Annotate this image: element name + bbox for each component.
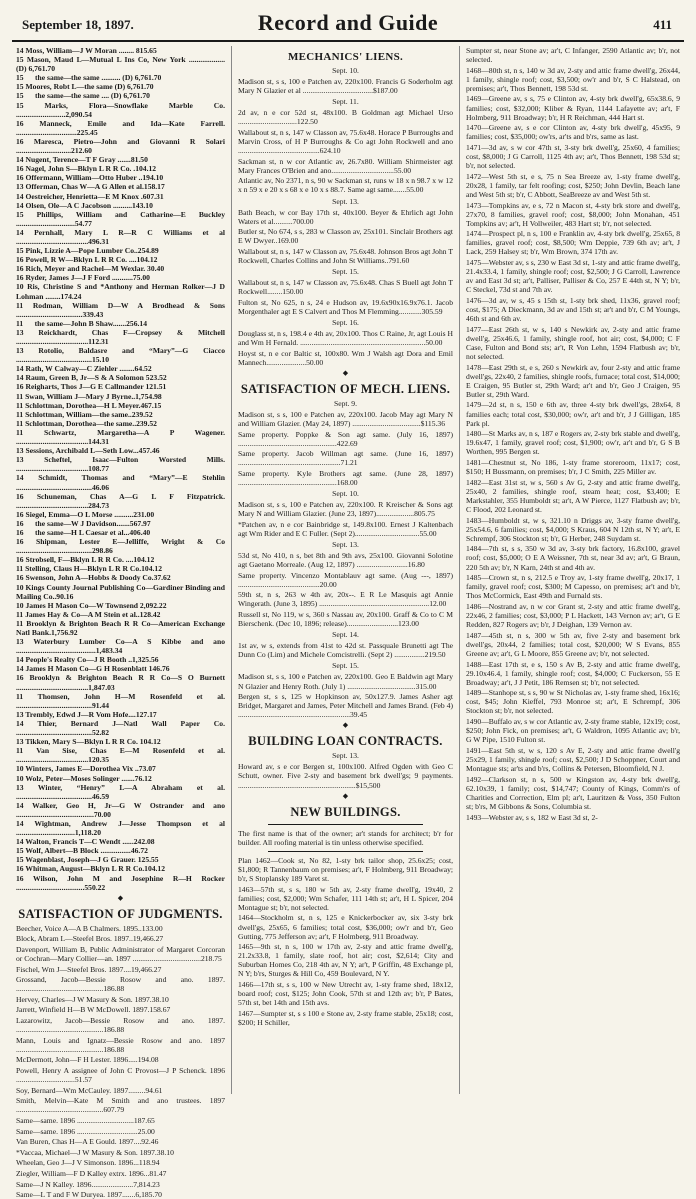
- list-item: 10 Winters, James E—Dorothea Vix ..73.07: [16, 764, 156, 774]
- masthead-title: Record and Guide: [257, 10, 439, 35]
- list-item: Grossand, Jacob—Bessie Rosow and ano. 1897. ..............................................186.88: [16, 975, 225, 994]
- divider: [268, 824, 423, 825]
- list-item: 1489—Stanhope st, s s, 90 w St Nicholas av, 1-sty frame shed, 16x16; cost, $45; John Kieffel, 793 Monroe st; ar't, E Schrempf, 306 Stockton st; b'r, not selected.: [466, 688, 680, 716]
- list-item: 1477—East 26th st, w s, 140 s Newkirk av, 2-sty and attic frame dwell'g, 25x46.6, 1 family, shingle roof, hot air; cost, $4,000; C F Case, Fulton and Bond sts; ar't, R Von Lehn, 1594 Flatbush av; b'r, not selected.: [466, 324, 680, 361]
- list-item: Plan 1462—Cook st, No 82, 1-sty brk tailor shop, 25.6x25; cost, $1,800; R Tannenbaum on premises; ar't, F Holmberg, 911 Broadway; b'r, S Stoplansky 189 Varet st.: [238, 855, 453, 884]
- list-item: 15 Marks, Flora—Snowflake Marble Co. ..........................2,090.54: [16, 100, 225, 119]
- list-item: 11 Van Sise, Chas E—M Rosenfeld et al. ......................................120.35: [16, 746, 225, 765]
- list-item: 16 Swenson, John A—Hobbs & Doody Co.37.62: [16, 573, 171, 583]
- list-item: 14 Schmidt, Thomas and “Mary”—E Stehlin ........................................46.06: [16, 473, 225, 492]
- list-item: 16 Schuneman, Chas A—G L F Fitzpatrick. ......................................284.73: [16, 491, 225, 510]
- list-item: Mann, Louis and Ignatz—Bessie Rosow and ano. 1897 ..............................................186.88: [16, 1035, 225, 1054]
- list-item: Russell st, No 119, w s, 360 s Nassau av, 20x100. Graff & Co to C M Bierschenk. (Dec 10, 1896; release)...........................123.00: [238, 610, 453, 629]
- list-item: 13 Scheftel, Isaac—Fulton Worsted Mills. ......................................108.77: [16, 455, 225, 474]
- list-item: Madison st, s s, 100 e Patchen av, 220x100. Jacob May agt Mary N and William Glazier. (May 24, 1897) ....................................$115.36: [238, 409, 453, 428]
- list-item: 13 Trembly, Edwd J—R Vom Hofe....127.17: [16, 709, 157, 719]
- page-number: 411: [653, 17, 672, 32]
- list-item: 14 Moss, William—J W Moran ........ 815.65: [16, 46, 157, 55]
- list-item: 16 Manneck, Emile and Ida—Kate Farrell. ................................225.45: [16, 118, 225, 137]
- list-item: 14 Rath, W Calway—C Ziehler ........64.52: [16, 364, 152, 374]
- separator: ◆: [117, 893, 124, 902]
- list-item: 1471—3d av, s w cor 47th st, 3-sty brk dwell'g, 25x60, 4 families; cost, $8,000; J G Carroll, 1125 4th av; ar't, Thos Bennett, 198 53d st; b'r, not selected.: [466, 142, 680, 171]
- satisfied-liens-list: [238, 399, 453, 720]
- list-item: Same property. Poppke & Son agt same. (July 16, 1897) ....................................................422.69: [238, 429, 453, 448]
- list-item: 11 the same—John B Shaw.......256.14: [16, 318, 148, 328]
- list-item: Wallabout st, n s, 147 w Classon av, 75.6x48. Chas S Buell agt John T Rockwell........150.00: [238, 278, 453, 297]
- list-item: 16 Nagel, John S—Bklyn L R R Co. .104.12: [16, 164, 157, 174]
- list-item: Soy, Bernard—Wm McCauley. 1897.........94.61: [16, 1085, 163, 1095]
- building-loan-heading: BUILDING LOAN CONTRACTS.: [248, 734, 443, 749]
- section-date: Sept. 13.: [332, 539, 359, 549]
- column-2: [232, 46, 460, 1094]
- list-item: 1469—Greene av, s s, 75 e Clinton av, 4-sty brk dwell'g, 65x38.6, 9 families; cost, $32,000; Kliber & Ryan, 1144 Lafayette av; ar't, F Holmberg, 911 Broadway; b'r, H R Reichman, 444 Hart st.: [466, 94, 680, 122]
- list-item: 1463—57th st, s s, 180 w 5th av, 2-sty frame dwell'g, 19x40, 2 families; cost, $2,000; Wm Schafer, 111 14th st; ar't, H L Spicer, 204 Montague st; b'r, not selected.: [238, 884, 453, 912]
- section-date: Sept. 13.: [332, 196, 359, 206]
- list-item: 1472—West 5th st, e s, 75 n Sea Breeze av, 1-sty frame dwell'g, 20x28, 1 family, tar felt roofing; cost, $250; John Devlin, Beach lane and West 5th st; b'r, C Abbott, SeaBreeze av and West 5th st.: [466, 171, 680, 199]
- list-item: 13 Winter, “Henry” L—A Abraham et al. ........................................46.59: [16, 782, 225, 801]
- list-item: Same property. Vincenzo Montablauv agt same. (Aug ---, 1897) ...........................................20.00: [238, 570, 453, 589]
- list-item: 15 Wolf, Albert—B Block ................46.72: [16, 846, 148, 856]
- satisfaction-liens-heading: SATISFACTION OF MECH. LIENS.: [240, 381, 451, 396]
- list-item: 15 Mason, Maud L—Mutual L Ins Co, New York ................... (D) 6,761.70: [16, 55, 225, 74]
- list-item: 14 Nugent, Terence—T F Gray .......81.50: [16, 155, 148, 165]
- list-item: 10 James H Mason Co—W Townsend 2,092.22: [16, 600, 167, 610]
- list-item: 16 Wilson, John M and Josephine R—H Rocker ....................................550.22: [16, 873, 225, 892]
- list-item: 1470—Greene av, s e cor Clinton av, 4-sty brk dwell'g, 45x95, 9 families; cost, $35,000; ow'rs, ar'ts and b'rs, same as last.: [466, 123, 680, 142]
- list-item: 15 the same—the same .... (D) 6,761.70: [16, 91, 150, 101]
- list-item: 1486—Nostrand av, n w cor Grant st, 2-sty and attic frame dwell'g, 22x46, 2 families; cost, $3,000; P L Hackett, 143 Vernon av; ar't, G E Redden, 827 Rogers av; b'r, J Deighan, 139 Vernon av.: [466, 601, 680, 630]
- list-item: Madison st, s s, 100 e Patchen av, 220x100. Geo E Baldwin agt Mary N Glazier and Henry Roth. (July 1) ....................................315.00: [238, 672, 453, 691]
- list-item: 11 Stelling, Claus H—Bklyn L R R Co.104.12: [16, 564, 162, 574]
- list-item: 13 Tikken, Mary S—Bklyn L R R Co. 104.12: [16, 737, 161, 747]
- list-item: 1476—3d av, w s, 45 s 15th st, 1-sty brk shed, 11x36, gravel roof; cost, $175; A Dieckmann, 3d av and 15th st; ar't and b'r, C M Youngs, 46th st and 6th av.: [466, 295, 680, 324]
- list-item: 1479—2d st, n s, 150 e 6th av, three 4-sty brk dwell'gs, 28x64, 8 families each; total cost, $30,000; ow'r, ar't and b'r, J J Gilligan, 185 Park pl.: [466, 400, 680, 428]
- list-item: *Patchen av, n e cor Bainbridge st, 149.8x100. Ernest J Kaltenbach agt Wm Rider and E C Fuller. (Sept 2)..................................55.00: [238, 519, 453, 538]
- list-item: Same property. Jacob Willman agt same. (June 16, 1897) ......................................................71.21: [238, 449, 453, 468]
- separator: ◆: [342, 791, 349, 800]
- list-item: 16 Siegel, Emma—O L Morse ..........231.00: [16, 509, 155, 519]
- list-item: Same property. Kyle Brothers agt same. (June 28, 1897) ....................................................168.00: [238, 468, 453, 487]
- section-date: Sept. 16.: [332, 317, 359, 327]
- list-item: 53d st, No 410, n s, bet 8th and 9th avs, 25x100. Giovanni Solotine agt Gaetano Morreale. (Aug 12, 1897) ...........................16.80: [238, 550, 453, 570]
- list-item: 16 Shipman, Lester E—Jelliffe, Wright & Co ........................................298.86: [16, 537, 225, 556]
- list-item: 11 Thomsen, John H—M Rosenfeld et al. ........................................91.44: [16, 691, 225, 710]
- list-item: Same—J N Kalley. 1896......................7,814.23: [16, 1179, 160, 1189]
- list-item: Fischel, Wm J—Steefel Bros. 1897....19,466.27: [16, 964, 162, 974]
- list-item: 10 Wolz, Peter—Moses Solinger .......76.12: [16, 773, 152, 783]
- list-item: Bath Beach, w cor Bay 17th st, 40x100. Beyer & Ehrlich agt John Waters et al..........700.00: [238, 207, 453, 226]
- list-item: 14 People's Realty Co—J R Booth ..1,325.56: [16, 655, 159, 665]
- list-item: 14 Pernhall, Mary L R—R C Williams et al ......................................496.31: [16, 227, 225, 246]
- list-item: 11 James Hay & Co—A M Stein et al..128.42: [16, 609, 161, 619]
- list-item: Hervey, Charles—J W Masury & Son. 1897.38.10: [16, 994, 169, 1004]
- list-item: 14 Thier, Bernard J—Natl Wall Paper Co. ........................................52.82: [16, 718, 225, 738]
- list-item: 16 Reigharts, Thos J—G E Callmander 121.51: [16, 382, 167, 392]
- list-item: 2d av, n e cor 52d st, 48x100. B Goldman agt Michael Urso ...............................122.50: [238, 108, 453, 127]
- list-item: Same—L T and F W Duryea. 1897.......6,185.70: [16, 1190, 162, 1199]
- columns: [12, 46, 684, 1199]
- list-item: Wheelan, Geo J—J V Simonson. 1896...118.94: [16, 1158, 160, 1168]
- list-item: Lazarowitz, Jacob—Bessie Rosow and ano. 1897. ..............................................186.88: [16, 1016, 225, 1035]
- list-item: 11 Schwartz, Margaretha—A P Wagener. ......................................144.31: [16, 427, 225, 447]
- list-item: Madison st, s s, 100 e Patchen av, 220x100. R Kreischer & Sons agt Mary N and William Glazier. (June 23, 1897)....................805.75: [238, 500, 453, 519]
- list-item: 10 Kings County Journal Publishing Co—Gardiner Binding and Mailing Co..90.16: [16, 582, 225, 601]
- section-date: Sept. 14.: [332, 630, 359, 640]
- list-item: Wallabout st, n s, 147 w Classon av, 75.6x48. Johnson Bros agt John T Rockwell, Charles Collins and John St Williams..791.60: [238, 246, 453, 265]
- list-item: Wallabout st, n s, 147 w Classon av, 75.6x48. Horace P Burroughs and Marvin Cross, of H P Burroughs & Co agt John Rockwell and ano ...........................................624.10: [238, 127, 453, 156]
- list-item: Fulton st, No 625, n s, 24 e Hudson av, 19.6x90x16.9x76.1. Jacob Morgenthaler agt E S Calvert and Thos M Flemming............305.59: [238, 297, 453, 316]
- list-item: 1482—East 31st st, w s, 560 s Av G, 2-sty and attic frame dwell'g, 25x40, 2 families, shingle roof, steam heat; cost, $3,400; E Markstahler, 355 Humboldt st; ar't, A W Pierce, 1127 Flatbush av; b'r, C Flood, 202 Leonard st.: [466, 477, 680, 514]
- list-item: Van Buren, Chas H—A E Gould. 1897....92.46: [16, 1137, 159, 1147]
- list-item: 14 Walker, Geo H, Jr—G W Ostrander and ano .........................................70.00: [16, 800, 225, 819]
- list-item: Hoyst st, n e cor Baltic st, 100x80. Wm J Walsh agt Dora and Emil Mannech.....................50.00: [238, 348, 453, 367]
- list-item: 11 Schlottman, William—the same..239.52: [16, 409, 153, 419]
- issue-date: September 18, 1897.: [22, 17, 134, 32]
- list-item: 13 Rotolio, Baldasre and “Mary”—G Ciacco ........................................15.10: [16, 346, 225, 365]
- list-item: 1475—Webster av, s s, 230 w East 3d st, 1-sty and attic frame dwell'g, 21.4x33.4, 1 family, shingle roof; cost, $2,500; J G Carroll, Lawrence av and East 3d st; ar't, Palliser, Palliser & Co, 257 E 44th st, N Y; b'r, C Steckel, 73d st and 7th av.: [466, 258, 680, 295]
- list-item: 13 Waterbury Lumber Co—A S Kibbe and ano ..........................................1,483.34: [16, 637, 225, 656]
- list-item: 1491—East 5th st, w s, 120 s Av E, 2-sty and attic frame dwell'g 25x29, 1 family, shingle roof; cost, $2,500; J D Schoppner, Court and Montague sts; ar'ts and b'rs, Collins & Petersen, Bloomfield, N J.: [466, 745, 680, 774]
- list-item: 16 Maresca, Pietro—John and Giovanni R Solari .............................212.60: [16, 136, 225, 156]
- list-item: 15 Pink, Lizzie A—Pope Lumber Co..254.89: [16, 246, 159, 256]
- list-item: 1488—East 17th st, e s, 150 s Av B, 2-sty and attic frame dwell'g, 29.10x46.4, 1 family, shingle roof; cost, $4,000; C Fuckerson, 55 E Broadway; ar't, J J Petit, 186 Remsen st; b'r, not selected.: [466, 659, 680, 687]
- list-item: Same—same. 1896 ................................25.00: [16, 1126, 155, 1136]
- new-buildings-list: [238, 856, 453, 1027]
- list-item: Davenport, William B, Public Administrator of Margaret Corcoran or Cochran—Mary Collier—an. 1897 ....................................218.75: [16, 944, 225, 963]
- list-item: 1478—East 29th st, e s, 260 s Newkirk av, four 2-sty and attic frame dwell'gs, 22x40, 2 families, shingle roofs, furnace; total cost, $14,000; E Craigen, 95 Butler st, 29th Ward; ar't and b'r, Geo J Craigen, 95 Butler st, 29th Ward.: [466, 362, 680, 399]
- list-item: Sackman st, n w cor Atlantic av, 26.7x80. William Shirmeister agt Mary Frances O'Brien and ano.................................55.00: [238, 156, 453, 175]
- list-item: 11 Rodman, William D—W A Brodhead & Sons ...................................339.43: [16, 300, 225, 319]
- list-item: 16 Whitman, August—Bklyn L R R Co.104.12: [16, 864, 166, 874]
- list-item: 1492—Clarkson st, n s, 500 w Kingston av, 4-sty brk dwell'g, 62.10x39, 1 family; cost, $14,747; County of Kings, Comm'rs of Charities and Correction, Elm pl; ar't, Lauritzen & Voss, 350 Fulton st; b'rs, M Gibbons & Sons, Columbia st.: [466, 774, 680, 811]
- section-date: Sept. 10.: [332, 489, 359, 499]
- list-item: 16 Brooklyn & Brighton Beach R R Co—S O Burnett ......................................1,847.03: [16, 673, 225, 692]
- page-header: [12, 10, 684, 42]
- list-item: 13 Offerman, Chas W—A G Allen et al.158.17: [16, 182, 165, 192]
- section-date: Sept. 13.: [332, 751, 359, 761]
- list-item: Madison st, s s, 100 e Patchen av, 220x100. Francis G Soderholm agt Mary N Glazier et al .....................................$187.00: [238, 77, 453, 96]
- judgments-list: [16, 46, 225, 892]
- section-date: Sept. 11.: [332, 97, 359, 107]
- list-item: 1484—7th st, s s, 350 w 3d av, 3-sty brk factory, 16.8x100, gravel roof; cost, $5,000; O E A Weissner, 7th st, near 3d av; ar't, G Braun, 220 5th av; b'r, N Karn, 24th st and 4th av.: [466, 544, 680, 572]
- satisfied-judgments-list: [16, 924, 225, 1199]
- list-item: 11 Swan, William J—Mary J Byrne..1,754.98: [16, 391, 162, 401]
- list-item: 16 the same—W J Davidson.......567.97: [16, 518, 151, 528]
- mechanics-liens-heading: MECHANICS' LIENS.: [287, 51, 404, 63]
- list-item: 14 Olsen, Ole—A C Jacobson ..........143.10: [16, 200, 153, 210]
- list-item: Ziegler, William—F D Kalley extrx. 1896...81.47: [16, 1168, 167, 1178]
- list-item: McDermott, John—F H Lester. 1896.....194.08: [16, 1055, 159, 1065]
- list-item: 16 Offermann, William—Otto Huber ..194.10: [16, 173, 164, 183]
- list-item: Block, Abram L—Steefel Bros. 1897..19,466.27: [16, 934, 164, 944]
- list-item: 1468—80th st, n s, 140 w 3d av, 2-sty and attic frame dwell'g, 26x44, 1 family, shingle roof; cost, $3,500; ow'r and b'r, S C Halstead, on premises; ar't, Thos Bennett, 198 53d st.: [466, 65, 680, 93]
- new-buildings-heading: NEW BUILDINGS.: [290, 804, 401, 819]
- separator: ◆: [342, 721, 349, 730]
- list-item: 13 Reickhardt, Chas F—Cropsey & Mitchell ......................................112.31: [16, 327, 225, 346]
- section-date: Sept. 15.: [332, 661, 359, 671]
- list-item: Atlantic av, No 2371, n s, 90 w Sackman st, runs w 18 x n 98.7 x w 12 x n 59 x e 20 x s 68 x e 10 x s 88.7. Same agt same.......55.00: [238, 176, 453, 195]
- list-item: Smith, Melvin—Kate M Smith and ano trustees. 1897 ..............................................607.79: [16, 1096, 225, 1115]
- list-item: 15 the same—the same .......... (D) 6,761.70: [16, 73, 162, 83]
- list-item: Douglass st, n s, 198.4 e 4th av, 20x100. Thos C Raine, Jr, agt Louis H and Wm H Fernald. ..................................................................50.00: [238, 328, 453, 348]
- list-item: 1480—St Marks av, n s, 187 e Rogers av, 2-sty brk stable and dwell'g, 19.6x47, 1 family, gravel roof; cost, $1,900; ow'r, ar't and b'r, G S B Worthen, 995 Bergen st.: [466, 429, 680, 457]
- separator: ◆: [342, 368, 349, 377]
- list-item: 15 Phillips, William and Catharine—E Buckley ...............................54.77: [16, 209, 225, 228]
- list-item: 1465—9th st, n s, 100 w 17th av, 2-sty and attic frame dwell'g, 21.2x33.8, 1 family, slate roof, hot air; cost, $2,614; City and Suburban Homes Co, 218 4th av, N Y; ar't, P Griffin, 48 Exchange pl, N Y; b'rs, Sturges & Hill Co, 459 Boulevard, N Y.: [238, 942, 453, 979]
- list-item: Sumpter st, near Stone av; ar't, C Infanger, 2590 Atlantic av; b'r, not selected.: [466, 46, 680, 65]
- list-item: Powell, Henry A assignee of John C Provost—J P Schenck. 1896 ...............................51.57: [16, 1066, 225, 1085]
- list-item: 14 Oestreicher, Henrietta—E M Knox .607.31: [16, 191, 164, 201]
- section-date: Sept. 9.: [334, 398, 357, 408]
- list-item: 1493—Webster av, s s, 182 w East 3d st, 2-: [466, 812, 598, 822]
- divider: [268, 851, 423, 852]
- list-item: Beecher, Voice A—A B Chalmers. 1895..133.00: [16, 923, 163, 933]
- list-item: 1st av, w s, extends from 41st to 42d st. Passquale Brunetti agt The Dunn Co (Lim) and Michele Comcistrelli. (Sept 2) ................219.50: [238, 641, 453, 660]
- new-buildings-list-continued: [466, 46, 680, 822]
- list-item: 1483—Humboldt st, w s, 321.10 n Driggs av, 3-sty frame dwell'g, 25x54.6, 6 families; cost, $4,000; S Kraus, 604 N 12th st, N Y; ar't, E Schrempf, 306 Stockton st; b'r, G Herber, 248 Suydam st.: [466, 515, 680, 543]
- list-item: 16 Strobsell, F—Bklyn L R R Co. ....104.12: [16, 555, 155, 565]
- list-item: Same—same. 1896 ..............................187.65: [16, 1116, 155, 1125]
- list-item: 11 Brooklyn & Brighton Beach R R Co—American Exchange Natl Bank.1,756.92: [16, 618, 225, 637]
- list-item: 11 Schlottman, Dorothea—the same..239.52: [16, 418, 157, 428]
- list-item: 1464—Stockholm st, n s, 125 e Knickerbocker av, six 3-sty brk dwell'gs, 25x65, 6 families; total cost, $36,000; ow'r and b'r, Geo Gutting, 775 Jefferson av; ar't, F Holmberg, 911 Broadway.: [238, 913, 453, 941]
- list-item: 59th st, n s, 263 w 4th av, 20x--. E R Le Masquis agt Annie Wingerath. (June 3, 1895) ..........................................................12.00: [238, 590, 453, 609]
- list-item: 14 Raum, Green B, Jr—S & A Solomon 523.52: [16, 373, 167, 383]
- satisfaction-judgments-heading: SATISFACTION OF JUDGMENTS.: [18, 906, 223, 921]
- section-date: Sept. 15.: [332, 267, 359, 277]
- column-3: [460, 46, 684, 1094]
- list-item: 16 Powell, R W—Bklyn L R R Co. ....104.12: [16, 255, 158, 265]
- new-buildings-note: The first name is that of the owner; ar't stands for architect; b'r for builder. All roofing material is tin unless otherwise specified.: [238, 828, 453, 847]
- list-item: 1490—Buffalo av, s w cor Atlantic av, 2-sty frame stable, 12x19; cost, $250; John Fick, on premises; ar't, G Waldron, 1095 Atlantic av; b'r, G W Pipe, 1510 Fulton st.: [466, 717, 680, 745]
- liens-list: [238, 66, 453, 367]
- list-item: 1467—Sumpter st, s s 100 e Stone av, 2-sty frame stable, 25x18; cost, $200; H Schiller,: [238, 1008, 453, 1027]
- list-item: 15 Wagenblast, Joseph—J G Grauer. 125.55: [16, 855, 159, 865]
- list-item: 14 Walton, Francis T—C Wendt ......242.08: [16, 837, 155, 847]
- list-item: Howard av, s e cor Bergen st, 100x100. Alfred Ogden with Geo C Schutt, owner. Five 2-sty and basement brk dwell'gs; 9 payments. ..............................................................$15,500: [238, 762, 453, 790]
- list-item: Jarrett, Winfield H—B W McDowell. 1897.158.67: [16, 1005, 171, 1015]
- list-item: 1474—Prospect pl, n s, 100 e Franklin av, 4-sty brk dwell'g, 25x65, 8 families, gravel roof; cost, $8,500; Wm Deppie, 739 6th av; ar't, J Lack, 259 Halsey st; b'r, Wm Brown, 374 17th av.: [466, 229, 680, 257]
- list-item: 1473—Tompkins av, e s, 72 n Macon st, 4-sty brk store and dwell'g, 27x70, 8 families, gravel roof; cost, $8,000; John Monahan, 451 Tompkins av; ar't, H Vollweiler, 483 Hart st; b'r, not selected.: [466, 200, 680, 228]
- column-1: [12, 46, 232, 1199]
- list-item: *Vaccaa, Michael—J W Masury & Son. 1897.38.10: [16, 1147, 174, 1157]
- list-item: 1487—45th st, n s, 300 w 5th av, five 2-sty and basement brk dwell'gs, 20x44, 2 families; total cost, $20,000; W S Evans, 855 Greene av; ar't, G L Moore, 855 Greene av; b'r, not selected.: [466, 630, 680, 658]
- list-item: 1485—Crown st, n s, 212.5 e Troy av, 1-sty frame dwell'g, 20x17, 1 family, gravel roof; cost, $300; M Capesso, on premises; ar't and b'r, Thos McCormick, East 49th and Furnald sts.: [466, 573, 680, 601]
- list-item: 11 Schlottman, Dorothea—H L Meyer.467.15: [16, 400, 162, 410]
- list-item: 1481—Chestnut st, No 186, 1-sty frame storeroom, 11x17; cost, $150; H Bussmann, on premises; b'r, J C Smith, 225 Miller av.: [466, 458, 680, 477]
- loans-list: [238, 762, 453, 789]
- list-item: 10 Ris, Christine S and *Anthony and Herman Rolker—J D Lohman ........174.24: [16, 282, 225, 301]
- list-item: 16 Ryder, James J—J F Ford ...........75.00: [16, 273, 150, 283]
- list-item: 16 Rich, Meyer and Rachel—M Wexlar. 30.40: [16, 264, 165, 274]
- section-date: Sept. 10.: [332, 66, 359, 75]
- list-item: Butler st, No 674, s s, 283 w Classon av, 25x101. Sinclair Brothers agt E W Dwyer..169.00: [238, 227, 453, 246]
- list-item: 13 Sessions, Archibald L—Seth Low...457.46: [16, 446, 160, 456]
- list-item: 1466—17th st, s s, 100 w New Utrecht av, 1-sty frame shed, 18x12, board roof; cost, $125; John Cook, 57th st and 12th av; b'r, P Bates, 57th st, bet 14th and 15th avs.: [238, 980, 453, 1008]
- list-item: 14 Wightman, Andrew J—Jesse Thompson et al ...............................1,118.20: [16, 818, 225, 838]
- list-item: Bergen st, s s, 125 w Hopkinson av, 50x127.9. James Asher agt Bridget, Margaret and James, Peter Mitchell and James Brand. (Feb 4) ...........................................................39.45: [238, 692, 453, 720]
- list-item: 15 Moores, Robt L—the same (D) 6,761.70: [16, 82, 154, 92]
- list-item: 14 James H Mason Co—G H Rosenblatt 146.76: [16, 664, 170, 674]
- list-item: 16 the same—H L Caesar et al...406.40: [16, 527, 151, 537]
